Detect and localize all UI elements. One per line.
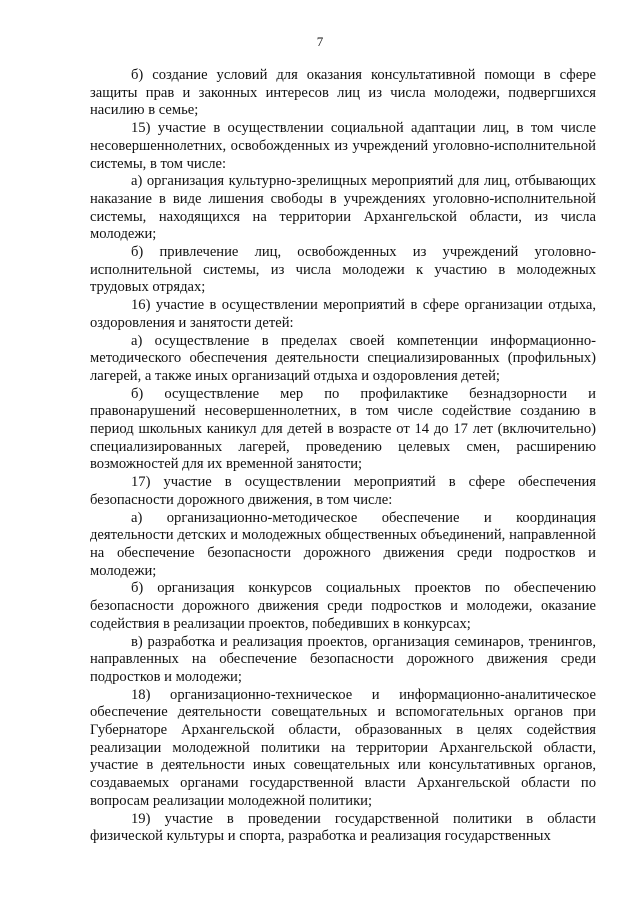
- paragraph: 16) участие в осуществлении мероприятий в сфере организации отдыха, оздоровления и занятости детей:: [90, 297, 596, 331]
- paragraph: б) привлечение лиц, освобожденных из учреждений уголовно-исполнительной системы, из числа молодежи к участию в молодежных трудовых отрядах;: [90, 244, 596, 296]
- paragraph: 15) участие в осуществлении социальной адаптации лиц, в том числе несовершеннолетних, освобожденных из учреждений уголовно-исполнительной системы, в том числе:: [90, 120, 596, 172]
- paragraph: а) организационно-методическое обеспечение и координация деятельности детских и молодежных общественных объединений, направленной на обеспечение безопасности дорожного движения среди подростков и молодежи;: [90, 509, 596, 579]
- paragraph: в) разработка и реализация проектов, организация семинаров, тренингов, направленных на обеспечение безопасности дорожного движения среди подростков и молодежи;: [90, 633, 596, 685]
- paragraph: б) осуществление мер по профилактике безнадзорности и правонарушений несовершеннолетних, в том числе содействие созданию в период школьных каникул для детей в возрасте от 14 до 17 лет (включительно) специализированных лагерей, проведению целевых смен, расширению возможностей для их временной занятости;: [90, 385, 596, 473]
- paragraph: 19) участие в проведении государственной политики в области физической культуры и спорта, разработка и реализация государственных: [90, 810, 596, 845]
- paragraph: 17) участие в осуществлении мероприятий в сфере обеспечения безопасности дорожного движения, в том числе:: [90, 474, 596, 508]
- document-body: [90, 67, 596, 846]
- paragraph: б) организация конкурсов социальных проектов по обеспечению безопасности дорожного движения среди подростков и молодежи, оказание содействия в реализации проектов, победивших в конкурсах;: [90, 580, 596, 632]
- paragraph: 18) организационно-техническое и информационно-аналитическое обеспечение деятельности совещательных и вспомогательных органов при Губернаторе Архангельской области, образованных в целях содействия реализации молодежной политики на территории Архангельской области, участие в деятельности иных совещательных или консультативных органов, создаваемых органами государственной власти Архангельской области по вопросам реализации молодежной политики;: [90, 686, 596, 809]
- paragraph: а) организация культурно-зрелищных мероприятий для лиц, отбывающих наказание в виде лишения свободы в учреждениях уголовно-исполнительной системы, находящихся на территории Архангельской области, из числа молодежи;: [90, 173, 596, 243]
- paragraph: а) осуществление в пределах своей компетенции информационно-методического обеспечения деятельности специализированных (профильных) лагерей, а также иных организаций отдыха и оздоровления детей;: [90, 332, 596, 384]
- page-number: 7: [316, 34, 324, 49]
- paragraph: б) создание условий для оказания консультативной помощи в сфере защиты прав и законных интересов лиц из числа молодежи, подвергшихся насилию в семье;: [90, 67, 596, 119]
